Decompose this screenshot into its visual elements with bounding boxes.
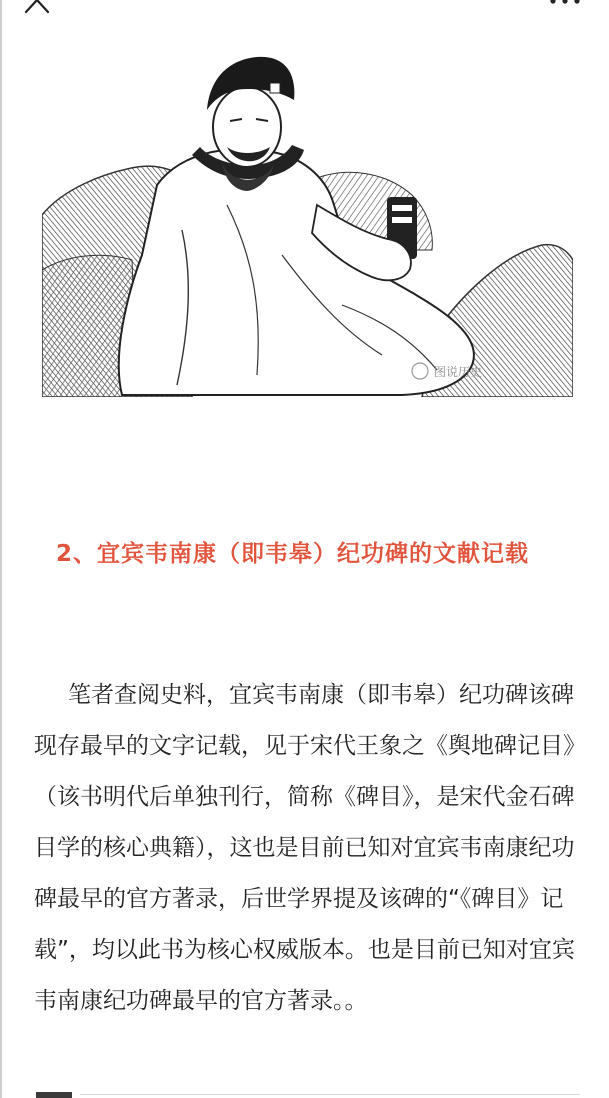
page-left-edge — [0, 0, 2, 1098]
article-illustration — [42, 55, 573, 397]
close-icon — [14, 0, 58, 16]
next-content-hint — [36, 1092, 72, 1098]
next-content-divider — [80, 1094, 580, 1095]
seated-official-ink-drawing — [42, 55, 573, 397]
body-paragraph: 笔者查阅史料，宜宾韦南康（即韦皋）纪功碑该碑现存最早的文字记载，见于宋代王象之《舆地碑记目》（该书明代后单独刊行，简称《碑目》，是宋代金石碑目学的核心典籍），这也是目前已知对宜宾韦南康纪功碑最早的官方著录，后世学界提及该碑的“《碑目》记载”，均以此书为核心权威版本。也是目前已知对宜宾韦南康纪功碑最早的官方著录。。 — [34, 682, 575, 1014]
more-button[interactable] — [548, 0, 582, 8]
illustration-watermark: 图说历史 — [434, 365, 483, 379]
section-heading: 2、宜宾韦南康（即韦皋）纪功碑的文献记载 — [56, 541, 530, 567]
close-button[interactable] — [14, 0, 58, 16]
more-dots-icon — [548, 0, 582, 8]
